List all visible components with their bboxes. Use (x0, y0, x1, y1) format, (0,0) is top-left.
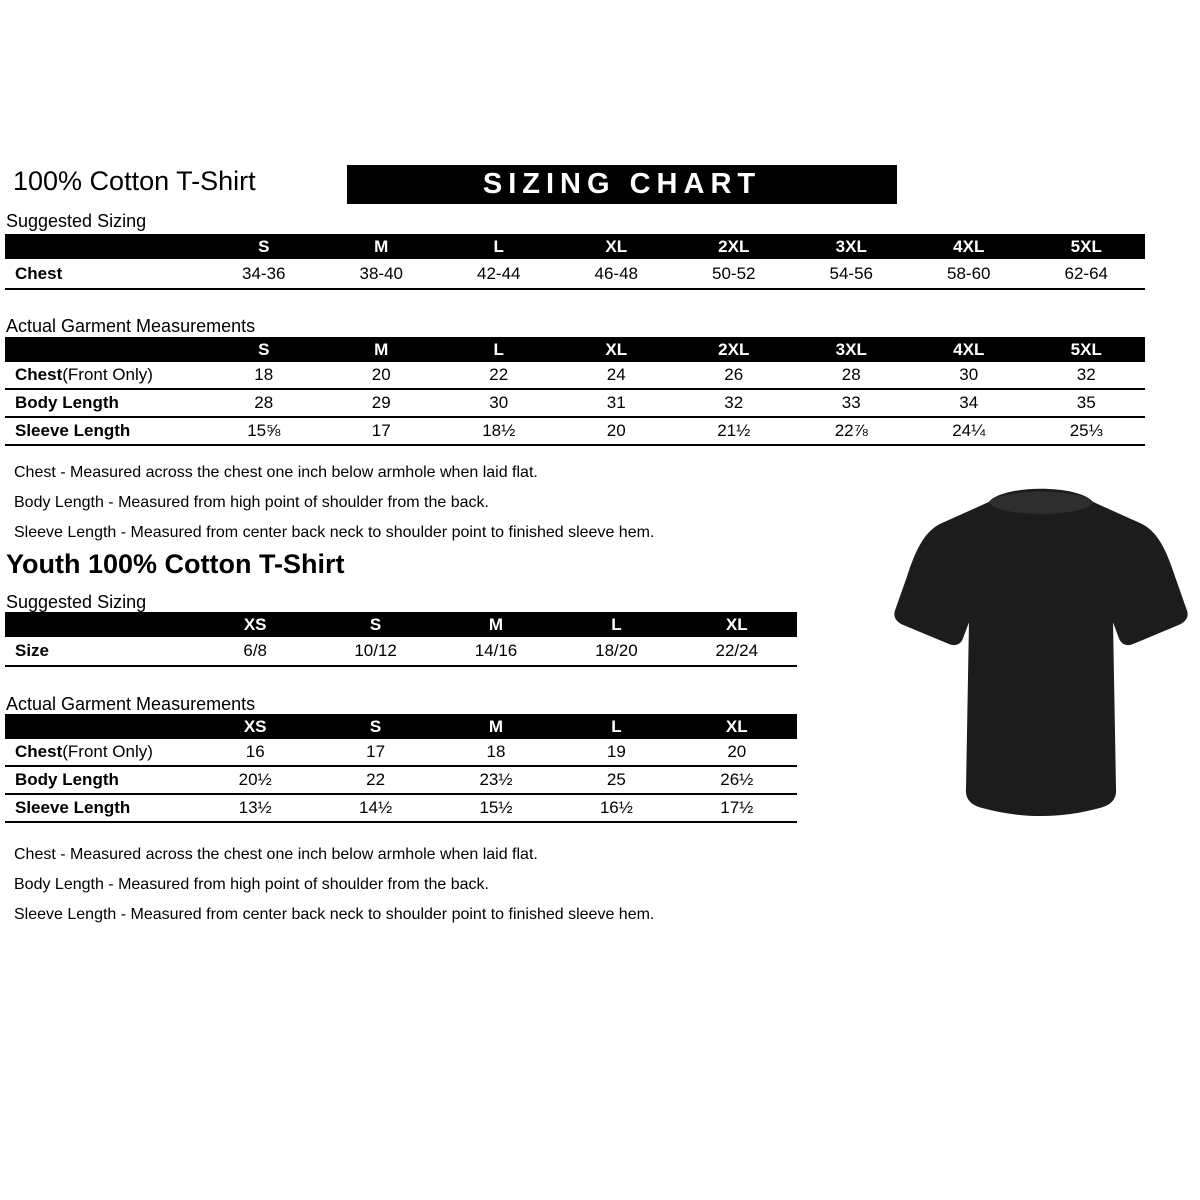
column-header: L (440, 337, 558, 362)
size-cell: 58-60 (910, 259, 1028, 290)
column-header: 2XL (675, 337, 793, 362)
size-cell: 42-44 (440, 259, 558, 290)
header-spacer (5, 612, 195, 637)
size-cell: 17 (315, 739, 435, 767)
size-cell: 35 (1028, 390, 1146, 418)
column-header: L (556, 714, 676, 739)
note-line: Sleeve Length - Measured from center back neck to shoulder point to finished sleeve hem. (14, 524, 655, 541)
size-cell: 34 (910, 390, 1028, 418)
row-label-text: Size (15, 641, 50, 660)
note-line: Chest - Measured across the chest one inch below armhole when laid flat. (14, 464, 538, 481)
size-cell: 34-36 (205, 259, 323, 290)
size-cell: 20 (558, 418, 676, 446)
note-line: Sleeve Length - Measured from center back neck to shoulder point to finished sleeve hem. (14, 906, 655, 923)
column-header: M (323, 337, 441, 362)
column-header: M (323, 234, 441, 259)
size-cell: 28 (793, 362, 911, 390)
size-cell: 17 (323, 418, 441, 446)
column-header: XL (677, 714, 797, 739)
size-cell: 18 (205, 362, 323, 390)
size-cell: 18/20 (556, 637, 676, 667)
row-label-suffix: (Front Only) (62, 365, 153, 384)
youth-actual-table (5, 714, 797, 823)
sizing-chart-banner: SIZING CHART (347, 165, 897, 204)
section-label-adult-suggested: Suggested Sizing (6, 211, 147, 231)
row-label-suffix: (Front Only) (62, 742, 153, 761)
column-header: M (436, 714, 556, 739)
column-header: 5XL (1028, 234, 1146, 259)
column-header: 5XL (1028, 337, 1146, 362)
section-label-youth-actual: Actual Garment Measurements (6, 694, 256, 714)
row-label (5, 418, 205, 446)
column-header: XL (677, 612, 797, 637)
row-label (5, 795, 195, 823)
row-label (5, 259, 205, 290)
row-label-text: Chest (15, 365, 63, 384)
size-cell: 20½ (195, 767, 315, 795)
row-label (5, 767, 195, 795)
row-label-text: Chest (15, 742, 63, 761)
column-header: L (556, 612, 676, 637)
row-label-text: Sleeve Length (15, 798, 131, 817)
size-cell: 18 (436, 739, 556, 767)
size-cell: 62-64 (1028, 259, 1146, 290)
size-cell: 20 (323, 362, 441, 390)
size-cell: 25⅓ (1028, 418, 1146, 446)
column-header: S (315, 612, 435, 637)
size-cell: 18½ (440, 418, 558, 446)
column-header: S (205, 234, 323, 259)
size-cell: 14½ (315, 795, 435, 823)
section-label-youth-suggested: Suggested Sizing (6, 592, 147, 612)
size-cell: 21½ (675, 418, 793, 446)
size-cell: 16½ (556, 795, 676, 823)
size-cell: 15⅝ (205, 418, 323, 446)
size-cell: 15½ (436, 795, 556, 823)
size-cell: 19 (556, 739, 676, 767)
adult-suggested-table (5, 234, 1145, 290)
size-cell: 24¼ (910, 418, 1028, 446)
size-cell: 30 (440, 390, 558, 418)
size-cell: 54-56 (793, 259, 911, 290)
header-spacer (5, 234, 205, 259)
size-cell: 29 (323, 390, 441, 418)
size-cell: 16 (195, 739, 315, 767)
column-header: 4XL (910, 234, 1028, 259)
column-header: XS (195, 714, 315, 739)
header-spacer (5, 714, 195, 739)
size-cell: 22 (440, 362, 558, 390)
row-label (5, 362, 205, 390)
size-cell: 33 (793, 390, 911, 418)
size-cell: 6/8 (195, 637, 315, 667)
column-header: S (315, 714, 435, 739)
size-cell: 24 (558, 362, 676, 390)
youth-notes (14, 840, 654, 930)
size-cell: 13½ (195, 795, 315, 823)
size-cell: 14/16 (436, 637, 556, 667)
size-cell: 10/12 (315, 637, 435, 667)
size-cell: 30 (910, 362, 1028, 390)
column-header: 2XL (675, 234, 793, 259)
row-label (5, 637, 195, 667)
size-cell: 26½ (677, 767, 797, 795)
column-header: 3XL (793, 234, 911, 259)
column-header: S (205, 337, 323, 362)
note-line: Body Length - Measured from high point of shoulder from the back. (14, 876, 489, 893)
column-header: M (436, 612, 556, 637)
row-label-text: Body Length (15, 393, 119, 412)
row-label (5, 390, 205, 418)
column-header: XL (558, 337, 676, 362)
column-header: XS (195, 612, 315, 637)
size-cell: 20 (677, 739, 797, 767)
size-cell: 32 (1028, 362, 1146, 390)
adult-notes (14, 458, 654, 548)
column-header: XL (558, 234, 676, 259)
size-cell: 23½ (436, 767, 556, 795)
tshirt-body-shape (894, 489, 1187, 816)
size-cell: 28 (205, 390, 323, 418)
size-cell: 26 (675, 362, 793, 390)
row-label-text: Body Length (15, 770, 119, 789)
page-title-youth: Youth 100% Cotton T-Shirt (6, 549, 345, 579)
row-label-text: Chest (15, 263, 63, 283)
header-spacer (5, 337, 205, 362)
size-cell: 31 (558, 390, 676, 418)
page-title-adult: 100% Cotton T-Shirt (13, 166, 256, 196)
size-cell: 46-48 (558, 259, 676, 290)
size-cell: 50-52 (675, 259, 793, 290)
section-label-adult-actual: Actual Garment Measurements (6, 316, 256, 336)
youth-suggested-table (5, 612, 797, 667)
row-label-text: Sleeve Length (15, 421, 131, 440)
column-header: 4XL (910, 337, 1028, 362)
adult-actual-table (5, 337, 1145, 446)
size-cell: 17½ (677, 795, 797, 823)
row-label (5, 739, 195, 767)
column-header: L (440, 234, 558, 259)
size-cell: 22 (315, 767, 435, 795)
size-cell: 22/24 (677, 637, 797, 667)
size-cell: 32 (675, 390, 793, 418)
note-line: Chest - Measured across the chest one inch below armhole when laid flat. (14, 846, 538, 863)
column-header: 3XL (793, 337, 911, 362)
size-cell: 25 (556, 767, 676, 795)
size-cell: 22⅞ (793, 418, 911, 446)
note-line: Body Length - Measured from high point of shoulder from the back. (14, 494, 489, 511)
size-cell: 38-40 (323, 259, 441, 290)
tshirt-image (893, 476, 1189, 832)
